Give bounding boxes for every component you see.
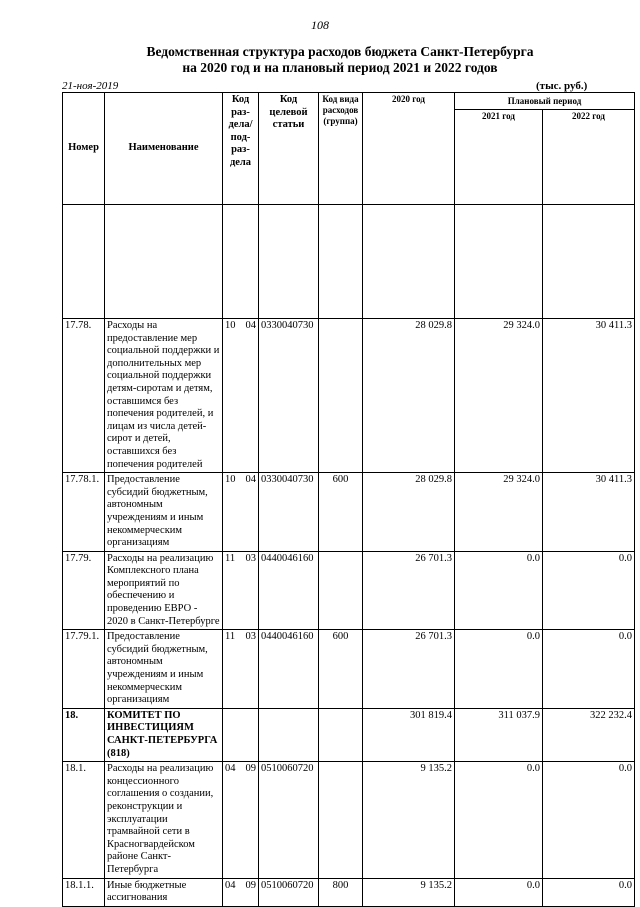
row-value-2022: 322 232.4 — [543, 708, 635, 761]
header-name: Наименование — [105, 93, 223, 205]
row-value-2020: 26 701.3 — [363, 630, 455, 709]
header-2021: 2021 год — [455, 110, 543, 205]
row-value-2020: 28 029.8 — [363, 319, 455, 473]
row-name: Расходы на реализацию Комплексного плана мероприятий по обеспечению и проведению ЕВРО - 2020 в Санкт-Петербурге — [105, 551, 223, 630]
row-value-2022: 0.0 — [543, 551, 635, 630]
row-value-2022: 30 411.3 — [543, 473, 635, 552]
row-value-2022: 0.0 — [543, 762, 635, 878]
row-expense-type — [319, 551, 363, 630]
row-value-2022: 0.0 — [543, 878, 635, 906]
row-value-2022: 0.0 — [543, 630, 635, 709]
row-name: Расходы на реализацию концессионного соглашения о создании, реконструкции и эксплуатации трамвайной сети в Красногвардейском районе Санкт-Петербурга — [105, 762, 223, 878]
section-code: 11 — [225, 552, 236, 564]
table-body — [63, 319, 635, 907]
row-target-code: 0510060720 — [259, 878, 319, 906]
row-number: 18.1.1. — [63, 878, 105, 906]
row-value-2020: 9 135.2 — [363, 762, 455, 878]
row-name: Иные бюджетные ассигнования — [105, 878, 223, 906]
header-2022: 2022 год — [543, 110, 635, 205]
table-row — [63, 762, 635, 878]
row-value-2021: 0.0 — [455, 762, 543, 878]
table-row — [63, 878, 635, 906]
table-row — [63, 708, 635, 761]
header-2020: 2020 год — [363, 93, 455, 205]
section-code: 11 — [225, 631, 236, 643]
row-value-2020: 301 819.4 — [363, 708, 455, 761]
row-target-code: 0330040730 — [259, 319, 319, 473]
row-number: 17.79. — [63, 551, 105, 630]
row-expense-type — [319, 708, 363, 761]
row-value-2020: 9 135.2 — [363, 878, 455, 906]
header-number: Номер — [63, 93, 105, 205]
header-spacer-row — [63, 205, 635, 319]
header-row-1 — [63, 93, 635, 110]
row-name: Предоставление субсидий бюджетным, автономным учреждениям и иным некоммерческим организациям — [105, 630, 223, 709]
subsection-code: 04 — [245, 320, 256, 331]
row-value-2021: 311 037.9 — [455, 708, 543, 761]
table-row — [63, 319, 635, 473]
row-number: 18.1. — [63, 762, 105, 878]
row-target-code — [259, 708, 319, 761]
row-target-code: 0440046160 — [259, 551, 319, 630]
section-code: 04 — [225, 879, 236, 891]
row-section-code — [223, 762, 259, 878]
section-code: 10 — [225, 320, 236, 331]
row-section-code — [223, 630, 259, 709]
header-planned: Плановый период — [455, 93, 635, 110]
row-value-2021: 29 324.0 — [455, 319, 543, 473]
row-section-code — [223, 878, 259, 906]
row-value-2022: 30 411.3 — [543, 319, 635, 473]
row-target-code: 0510060720 — [259, 762, 319, 878]
document-title — [40, 44, 640, 76]
document-date: 21-ноя-2019 — [62, 80, 119, 92]
table-row — [63, 630, 635, 709]
row-value-2021: 0.0 — [455, 878, 543, 906]
subsection-code: 03 — [245, 552, 256, 564]
row-section-code — [223, 473, 259, 552]
row-value-2021: 0.0 — [455, 551, 543, 630]
row-section-code — [223, 708, 259, 761]
title-line-2: на 2020 год и на плановый период 2021 и 2022 годов — [182, 60, 498, 75]
row-number: 17.78. — [63, 319, 105, 473]
subsection-code: 03 — [245, 631, 256, 643]
page-number: 108 — [311, 18, 329, 32]
row-name: КОМИТЕТ ПО ИНВЕСТИЦИЯМ САНКТ-ПЕТЕРБУРГА (818) — [105, 708, 223, 761]
row-expense-type — [319, 319, 363, 473]
row-name: Предоставление субсидий бюджетным, автономным учреждениям и иным некоммерческим организациям — [105, 473, 223, 552]
row-section-code — [223, 319, 259, 473]
header-section: Код раз-дела/ под-раз-дела — [223, 93, 259, 205]
budget-table — [62, 92, 635, 907]
row-value-2021: 0.0 — [455, 630, 543, 709]
row-expense-type: 800 — [319, 878, 363, 906]
row-expense-type: 600 — [319, 473, 363, 552]
row-number: 17.78.1. — [63, 473, 105, 552]
row-expense-type — [319, 762, 363, 878]
row-value-2020: 26 701.3 — [363, 551, 455, 630]
row-name: Расходы на предоставление мер социальной поддержки и дополнительных мер социальной поддержки детям-сиротам и детям, оставшимся без попечения родителей, и лицам из числа детей-сирот и детей, оставшихся без попечения родителей — [105, 319, 223, 473]
section-code: 04 — [225, 763, 236, 775]
header-type: Код вида расходов (группа) — [319, 93, 363, 205]
row-target-code: 0330040730 — [259, 473, 319, 552]
subsection-code: 04 — [245, 474, 256, 486]
row-expense-type: 600 — [319, 630, 363, 709]
table-row — [63, 551, 635, 630]
row-value-2021: 29 324.0 — [455, 473, 543, 552]
row-number: 18. — [63, 708, 105, 761]
subsection-code: 09 — [245, 763, 256, 775]
section-code: 10 — [225, 474, 236, 486]
table-row — [63, 473, 635, 552]
row-value-2020: 28 029.8 — [363, 473, 455, 552]
title-line-1: Ведомственная структура расходов бюджета Санкт-Петербурга — [146, 44, 534, 59]
subsection-code: 09 — [245, 879, 256, 891]
row-target-code: 0440046160 — [259, 630, 319, 709]
row-number: 17.79.1. — [63, 630, 105, 709]
header-target: Код целевой статьи — [259, 93, 319, 205]
row-section-code — [223, 551, 259, 630]
units-label: (тыс. руб.) — [536, 80, 588, 92]
